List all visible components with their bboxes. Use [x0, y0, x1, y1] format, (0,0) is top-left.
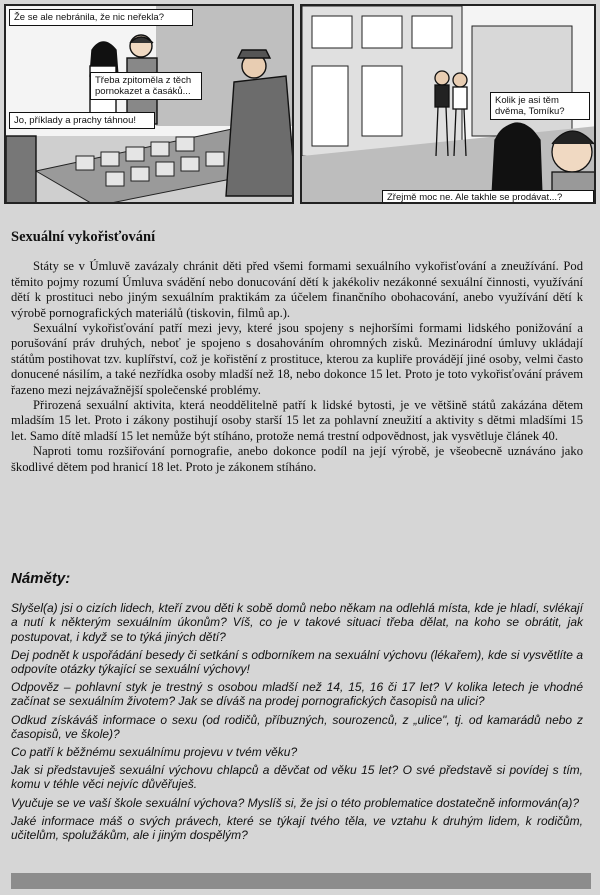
themes-title: Náměty:	[11, 570, 71, 587]
speech-bubble: Že se ale nebránila, že nic neřekla?	[9, 9, 193, 26]
theme-question: Odkud získáváš informace o sexu (od rodičů, příbuzných, sourozenců, z „ulice", tj. od kamarádů nebo z časopisů, ve škole)?	[11, 712, 583, 741]
theme-question: Vyučuje se ve vaší škole sexuální výchova? Myslíš si, že jsi o této problematice dostatečně informován(a)?	[11, 795, 580, 810]
article-section	[11, 230, 583, 475]
theme-question: Dej podnět k uspořádání besedy či setkání s odborníkem na sexuální výchovu (lékařem), kde si vysvětlíte a odpovíte otázky týkající se sexuální výchovy!	[11, 647, 583, 677]
speech-bubble: Kolik je asi těm dvěma, Tomíku?	[490, 92, 590, 120]
market-scene-illustration	[6, 6, 294, 204]
comic-panel-market	[4, 4, 294, 204]
themes-section	[11, 572, 583, 846]
theme-question: Co patří k běžnému sexuálnímu projevu v tvém věku?	[11, 745, 298, 760]
article-paragraph: Přirozená sexuální aktivita, která neoddělitelně patří k lidské bytosti, je ve většině států zakázána dětem mladším 15 let. Proto i zákony postihují osoby starší 15 let za pohlavní zneužití a aktivity s dětmi mladšími 15 let. Samo dítě mladší 15 let nemůže být stíháno, protože nemá trestní odpovědnost, jak vysvětluje článek 40.	[11, 398, 583, 443]
comic-strip	[0, 0, 600, 216]
theme-question: Jak si představuješ sexuální výchovu chlapců a děvčat od věku 15 let? O své představě si povídej s tím, komu v téhle věci nejvíc důvěřuješ.	[11, 763, 583, 792]
theme-question: Slyšel(a) jsi o cizích lidech, kteří zvou děti k sobě domů nebo někam na odlehlá místa, kde je hladí, svlékají a nutí k některým sexuálním úkonům? Víš, co je v takové situaci třeba dělat, na koho se obrátit, jak postupovat, i když se to týká jiných dětí?	[11, 601, 583, 644]
comic-panel-street	[300, 4, 596, 204]
article-paragraph: Sexuální vykořisťování patří mezi jevy, které jsou spojeny s nejhoršími formami lidského ponižování a porušování práv druhých, neboť je spojeno s dosahováním ohromných zisků. Mezinárodní úmluvy ukládají státům postihovat tzv. kuplířství, což je kořistění z prostituce, kterou za kupliře provádějí jiné osoby, velmi často donucené násilím, a také nezřídka osoby mladší než 18, nebo dokonce 15 let. Proto je toto vykořisťování právem řazeno mezi nejzávažnější společenské problémy.	[11, 321, 583, 397]
article-paragraph: Státy se v Úmluvě zavázaly chránit děti před všemi formami sexuálního vykořisťování a zneužívání. Pod těmito pojmy rozumí Úmluva svádění nebo donucování dětí k jakékoliv nezákonné sexuální činnosti, využívání dětí k prostituci nebo jiným sexuálním praktikám za účelem finančního obohacování, anebo využívání dětí k výrobě pornografických materiálů (tiskovin, filmů ap.).	[11, 259, 583, 320]
article-paragraph: Naproti tomu rozšiřování pornografie, anebo dokonce podíl na její výrobě, je všeobecně uznáváno jako škodlivé dětem pod hranicí 18 let. Proto je zákonem stíháno.	[11, 444, 583, 474]
theme-question: Odpověz – pohlavní styk je trestný s osobou mladší než 14, 15, 16 či 17 let? V kolika letech je vhodné začínat se sexuálním životem? Jak se díváš na prodej pornografických časopisů na ulici?	[11, 680, 583, 709]
speech-bubble: Třeba zpitoměla z těch pornokazet a časáků...	[90, 72, 202, 100]
speech-bubble: Zřejmě moc ne. Ale takhle se prodávat...?	[382, 190, 594, 204]
theme-question: Jaké informace máš o svých právech, které se týkají tvého těla, ve vztahu k druhým lidem, k rodičům, učitelům, spolužákům, ale i jiným dospělým?	[11, 813, 583, 843]
article-title: Sexuální vykořisťování	[11, 229, 156, 245]
footer-bar	[11, 873, 591, 889]
speech-bubble: Jo, příklady a prachy táhnou!	[9, 112, 155, 129]
